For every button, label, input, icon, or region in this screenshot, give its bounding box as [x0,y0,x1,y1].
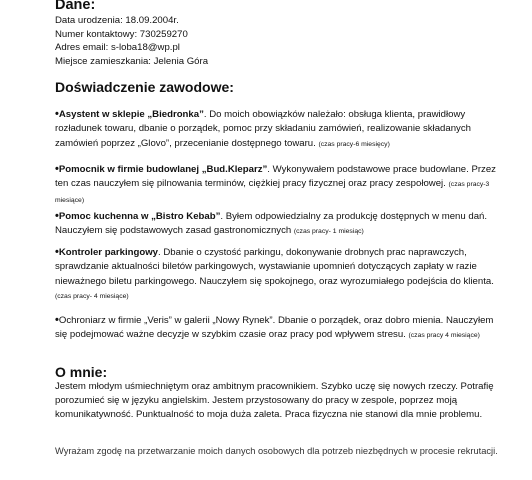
phone-number: Numer kontaktowy: 730259270 [55,28,188,40]
job-role: Pomocnik w firmie budowlanej „Bud.Kleparz” [58,164,268,175]
job-duration: (czas pracy 4 miesiące) [408,332,480,340]
job-duration: (czas pracy-6 miesięcy) [318,140,390,148]
experience-entry [55,162,497,208]
job-role: Asystent w sklepie „Biedronka” [58,109,204,120]
about-text: Jestem młodym uśmiechniętym oraz ambitnym pracownikiem. Szybko uczę się nowych rzeczy. Potrafię porozumieć się w języku angielskim. Jestem przystosowany do pracy w zespole, poprzez moją komunikatywność. Punktualność to moja duża zaleta. Praca fizyczna nie stanowi dla mnie problemu. [55,381,494,420]
job-description: Ochroniarz w firmie „Veris” w galerii „Nowy Rynek”. Dbanie o porządek, oraz dobro mienia. Nauczyłem się podejmować ważne decyzje w szybkim czasie oraz pracy pod wpływem stresu. [55,315,494,341]
email-address: Adres email: s-loba18@wp.pl [55,42,180,53]
job-duration: (czas pracy- 1 miesiąc) [293,228,364,236]
experience-entry [55,107,497,152]
personal-data-title: Dane: [55,0,96,13]
gdpr-consent: Wyrażam zgodę na przetwarzanie moich danych osobowych dla potrzeb niezbędnych w procesie rekrutacji. [55,446,498,456]
about-title: O mnie: [55,364,108,380]
job-role: Pomoc kuchenna w „Bistro Kebab” [58,211,221,222]
bullet: • [55,246,59,258]
experience-entry [55,209,497,240]
job-role: Kontroler parkingowy [58,247,159,258]
personal-data-section [55,0,208,68]
bullet: • [55,163,59,175]
job-description: . Dbanie o czystość parkingu, dokonywanie drobnych prac naprawczych, sprawdzanie aktualności biletów parkingowych, wystawianie upomnień dotyczących zapłaty w razie nieważnego biletu parkingowego. Nauczyłem się spokojnego, oraz wyrozumiałego podejścia do klienta. [55,247,494,287]
job-description: . Byłem odpowiedzialny za produkcję dostępnych w menu dań. Nauczyłem się podstawowych zasad gastronomicznych [55,211,488,237]
bullet: • [55,314,59,326]
bullet: • [55,210,59,222]
job-duration: (czas pracy- 4 miesiące) [55,292,129,300]
experience-entry [55,245,497,304]
bullet: • [55,108,59,120]
experience-title: Doświadczenie zawodowe: [55,79,234,95]
job-description: . Wykonywałem podstawowe prace budowlane. Przez ten czas nauczyłem się pilnowania terminów, ciężkiej pracy fizycznej oraz pracy zespołowej. [55,164,496,190]
place-of-residence: Miejsce zamieszkania: Jelenia Góra [55,55,209,67]
job-description: . Do moich obowiązków należało: obsługa klienta, prawidłowy rozładunek towaru, dbanie o porządek, pomoc przy składaniu zamówień, realizowanie składanych zamówień poprzez „Glovo”, przecenianie dostępnego towaru. [55,109,471,149]
birth-date: Data urodzenia: 18.09.2004r. [55,15,179,26]
experience-entry [55,313,497,344]
job-duration: (czas pracy-3 miesiące) [55,181,490,204]
